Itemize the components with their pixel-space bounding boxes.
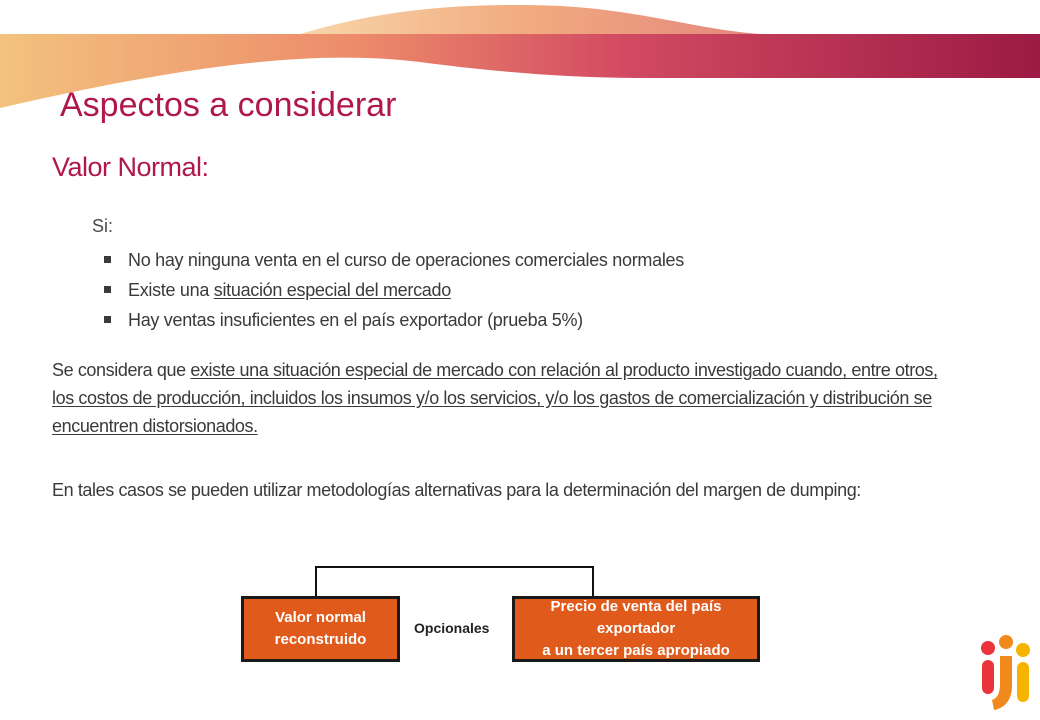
bullet-square-icon — [104, 256, 111, 263]
box-precio-tercer-pais: Precio de venta del país exportador a un tercer país apropiado — [512, 596, 760, 662]
bullet-square-icon — [104, 316, 111, 323]
underlined-term: situación especial del mercado — [213, 280, 451, 300]
section-subtitle: Valor Normal: — [52, 152, 209, 182]
si-label: Si: — [92, 216, 114, 236]
ij-logo-icon — [976, 634, 1036, 712]
underlined-definition: existe una situación especial de mercado con relación al producto investigado cuando, entre otros, los costos de producción, incluidos los insumos y/o los servicios, y/o los gastos de comercialización y distribución se encuentren distorsionados. — [52, 360, 938, 436]
definition-paragraph — [52, 356, 952, 440]
page-title: Aspectos a considerar — [60, 86, 397, 124]
bullet-square-icon — [104, 286, 111, 293]
condition-list — [104, 248, 684, 338]
opcionales-label: Opcionales — [414, 620, 490, 636]
list-item: No hay ninguna venta en el curso de operaciones comerciales normales — [104, 248, 684, 278]
methodology-paragraph: En tales casos se pueden utilizar metodologías alternativas para la determinación del margen de dumping: — [52, 480, 861, 500]
list-item — [104, 278, 684, 308]
paragraph-prefix: Se considera que — [52, 360, 191, 380]
box-valor-normal-reconstruido: Valor normal reconstruido — [241, 596, 400, 662]
list-item: Hay ventas insuficientes en el país exportador (prueba 5%) — [104, 308, 684, 338]
bullet-prefix: Existe una — [128, 280, 214, 300]
options-diagram — [238, 562, 764, 666]
